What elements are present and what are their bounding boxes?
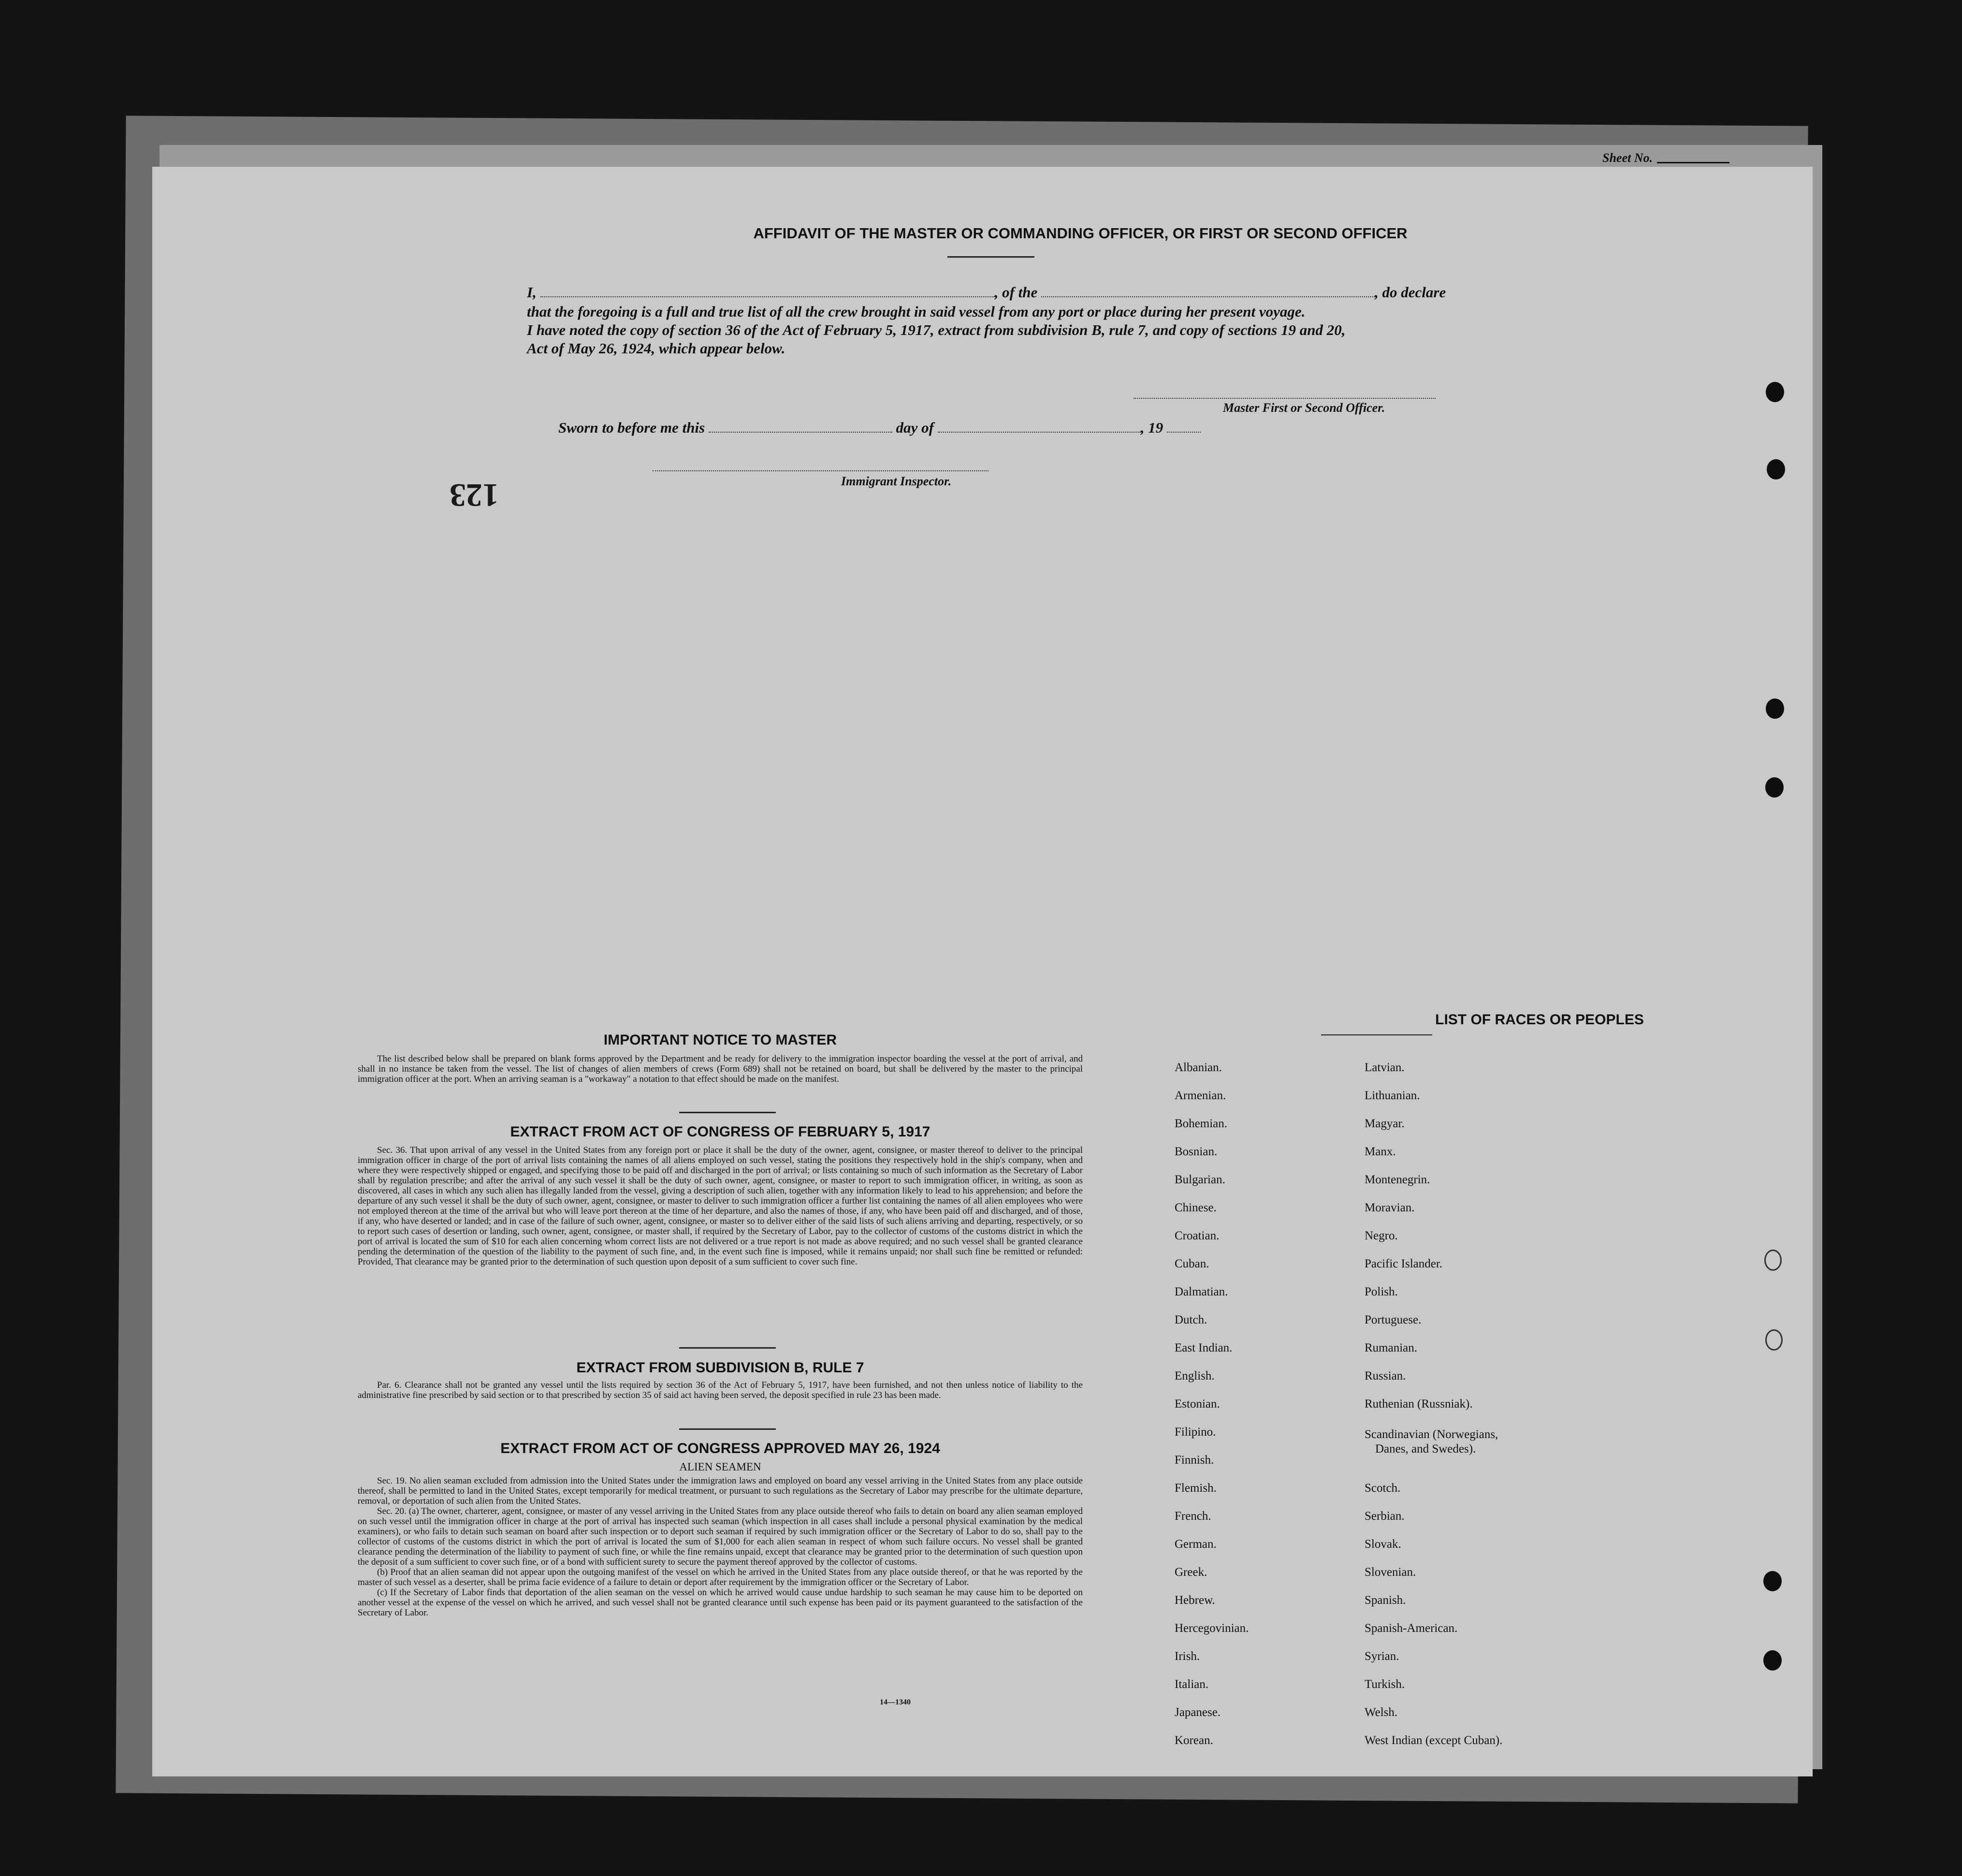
extract-rule7-title: EXTRACT FROM SUBDIVISION B, RULE 7 [576, 1360, 864, 1376]
sec36-paragraph: Sec. 36. That upon arrival of any vessel in the United States from any foreign port or place it shall be the duty of the owner, agent, consignee, or master thereof to deliver to the principal immigration officer in charge of the port of arrival lists containing the names of all aliens employed on such vessel, stating the positions they respectively hold in the ship's company, when and where they were respectively shipped or engaged, and specifying those to be paid off and discharged in the port of arrival; or lists containing so much of such information as the Secretary of Labor shall by regulation prescribe; and after the arrival of any such vessel it shall be the duty of such owner, agent, consignee, or master to report to such immigration officer, in writing, as soon as discovered, all cases in which any such alien has illegally landed from the vessel, giving a description of such alien, together with any information likely to lead to his apprehension; and before the departure of any such vessel it shall be the duty of such owner, agent, consignee, or master to deliver to such immigration officer a further list containing the names of all alien employees who were not employed thereon at the time of the arrival but who will leave port thereon at the time of her departure, and also the names of those, if any, who have been paid off and discharged, and of those, if any, who have deserted or landed; and in case of the failure of such owner, agent, consignee, or master so to deliver either of the said lists of such aliens arriving and departing, respectively, or so to report such cases of desertion or landing, such owner, agent, consignee, or master shall, if required by the Secretary of Labor, pay to the collector of customs of the customs district in which the port of arrival is located the sum of $10 for each alien concerning whom correct lists are not delivered or a true report is not made as above required; and no such vessel shall be granted clearance pending the determination of the question of the liability to the payment of such fine, and, in the event such fine is imposed, while it remains unpaid; nor shall such fine be remitted or refunded: Provided, That clearance may be granted prior to the determination of such question upon deposit of a sum sufficient to cover such fine. [358, 1145, 1083, 1267]
binder-hole [1766, 382, 1784, 402]
sworn-day-blank[interactable] [709, 429, 892, 433]
affidavit-title: AFFIDAVIT OF THE MASTER OR COMMANDING OFFICER, OR FIRST OR SECOND OFFICER [753, 225, 1408, 242]
binder-hole [1764, 1250, 1782, 1271]
race-item: Manx. [1365, 1145, 1396, 1158]
race-item: Portuguese. [1365, 1313, 1422, 1326]
race-item: Serbian. [1365, 1510, 1405, 1523]
race-item: Flemish. [1175, 1482, 1217, 1495]
par6-paragraph: Par. 6. Clearance shall not be granted any vessel until the lists required by section 36 of the Act of February 5, 1917, have been furnished, and not then unless notice of liability to the administrative fine prescribed by said section or to that prescribed by section 35 of said act having been served, the deposit specified in rule 23 has been made. [358, 1380, 1083, 1400]
sworn-year-label: , 19 [1140, 419, 1163, 436]
race-item: Ruthenian (Russniak). [1365, 1397, 1473, 1411]
race-item: Spanish-American. [1365, 1622, 1458, 1635]
race-item: Latvian. [1365, 1061, 1405, 1074]
race-item: Bosnian. [1175, 1145, 1218, 1158]
form-code: 14—1340 [880, 1698, 911, 1706]
inspector-signature-line[interactable] [653, 470, 988, 471]
race-item: Magyar. [1365, 1117, 1405, 1130]
sec20b-paragraph: (b) Proof that an alien seaman did not appear upon the outgoing manifest of the vessel on which he arrived in the United States from any place outside thereof, or that he was reported by the master of such vessel as a deserter, shall be prima facie evidence of a failure to detain or deport after requirement by the immigration officer or the Secretary of Labor. [358, 1567, 1083, 1587]
races-title-divider [1321, 1034, 1432, 1035]
divider-2 [679, 1347, 776, 1349]
line1-suffix: , do declare [1375, 284, 1446, 301]
race-item: Scotch. [1365, 1482, 1401, 1495]
race-item: Scandinavian (Norwegians, [1365, 1428, 1498, 1441]
race-item: Finnish. [1175, 1454, 1214, 1467]
binder-hole [1766, 698, 1784, 719]
binder-hole [1767, 459, 1785, 480]
sworn-month-blank[interactable] [938, 429, 1141, 433]
race-item: Japanese. [1175, 1706, 1221, 1719]
race-item: Negro. [1365, 1229, 1398, 1242]
race-item: Slovak. [1365, 1538, 1401, 1551]
extract-1917-title: EXTRACT FROM ACT OF CONGRESS OF FEBRUARY 5, 1917 [510, 1124, 930, 1140]
notice-paragraph: The list described below shall be prepared on blank forms approved by the Department and be ready for delivery to the immigration inspector boarding the vessel at the port of arrival, and shall in no instance be taken from the vessel. The list of changes of alien members of crews (Form 689) shall not be retained on board, but shall be delivered by the master to the principal immigration officer at the port. When an arriving seaman is a "workaway" a notation to that effect should be made on the manifest. [358, 1054, 1083, 1084]
race-item: Armenian. [1175, 1089, 1226, 1102]
alien-seamen-subtitle: ALIEN SEAMEN [679, 1461, 761, 1473]
affidavit-line-3: I have noted the copy of section 36 of the Act of February 5, 1917, extract from subdivision B, rule 7, and copy of sections 19 and 20, [527, 321, 1346, 338]
race-item: Russian. [1365, 1369, 1406, 1382]
race-item: English. [1175, 1369, 1215, 1382]
race-item: Pacific Islander. [1365, 1257, 1443, 1270]
inspector-label: Immigrant Inspector. [841, 474, 952, 488]
divider-3 [679, 1428, 776, 1430]
sworn-year-blank[interactable] [1167, 429, 1201, 433]
race-item: French. [1175, 1510, 1211, 1523]
race-item: Filipino. [1175, 1425, 1216, 1439]
race-item: Irish. [1175, 1650, 1200, 1663]
sheet-number-label: Sheet No. [1602, 151, 1653, 165]
race-item: Syrian. [1365, 1650, 1399, 1663]
race-item: Montenegrin. [1365, 1173, 1430, 1186]
title-divider [947, 256, 1034, 258]
sworn-day-label: day of [896, 419, 934, 436]
notice-text [358, 1054, 1083, 1084]
race-item: Rumanian. [1365, 1341, 1418, 1354]
binder-hole [1763, 1650, 1782, 1671]
race-item: Spanish. [1365, 1594, 1406, 1607]
race-item: Dutch. [1175, 1313, 1207, 1326]
race-item: German. [1175, 1538, 1217, 1551]
race-item: Turkish. [1365, 1678, 1405, 1691]
sec19-paragraph: Sec. 19. No alien seaman excluded from admission into the United States under the immigration laws and employed on board any vessel arriving in the United States from any place outside thereof, shall be permitted to land in the United States, except temporarily for medical treatment, or pursuant to such regulations as the Secretary of Labor may prescribe for the ultimate departure, removal, or deportation of such alien from the United States. [358, 1476, 1083, 1506]
race-item: East Indian. [1175, 1341, 1233, 1354]
binder-hole [1763, 1571, 1782, 1591]
extract-1917-text [358, 1145, 1083, 1267]
sheet-number-line [1657, 162, 1729, 163]
line1-mid: , of the [994, 284, 1038, 301]
name-blank[interactable] [540, 293, 995, 297]
race-item: Chinese. [1175, 1201, 1217, 1214]
race-item: Lithuanian. [1365, 1089, 1420, 1102]
race-item: Bulgarian. [1175, 1173, 1225, 1186]
race-item: Korean. [1175, 1734, 1213, 1747]
race-item: West Indian (except Cuban). [1365, 1734, 1503, 1747]
affidavit-line-1 [527, 283, 1446, 302]
extract-rule7-text [358, 1380, 1083, 1400]
line1-prefix: I, [527, 284, 537, 301]
sworn-prefix: Sworn to before me this [558, 419, 705, 436]
race-item: Dalmatian. [1175, 1285, 1228, 1298]
affidavit-line-2: that the foregoing is a full and true list of all the crew brought in said vessel from any port or place during her present voyage. [527, 303, 1306, 320]
race-item: Hebrew. [1175, 1594, 1215, 1607]
binder-hole [1765, 777, 1784, 798]
race-item: Polish. [1365, 1285, 1398, 1298]
race-item: Estonian. [1175, 1397, 1220, 1411]
signature-label: Master First or Second Officer. [1223, 401, 1385, 415]
divider-1 [679, 1112, 776, 1113]
signature-line[interactable] [1134, 398, 1436, 399]
race-item: Welsh. [1365, 1706, 1398, 1719]
sworn-line [558, 418, 1201, 437]
affidavit-line-4: Act of May 26, 1924, which appear below. [527, 340, 785, 357]
vessel-blank[interactable] [1041, 293, 1375, 297]
race-item: Moravian. [1365, 1201, 1415, 1214]
race-item: Bohemian. [1175, 1117, 1228, 1130]
sec20c-paragraph: (c) If the Secretary of Labor finds that deportation of the alien seaman on the vessel on which he arrived would cause undue hardship to such seaman he may cause him to be deported on another vessel at the expense of the vessel on which he arrived, and such vessel shall not be granted clearance until such expense has been paid or its payment guaranteed to the satisfaction of the Secretary of Labor. [358, 1587, 1083, 1618]
races-list-title: LIST OF RACES OR PEOPLES [1435, 1012, 1644, 1028]
race-item: Albanian. [1175, 1061, 1222, 1074]
extract-1924-text [358, 1476, 1083, 1618]
race-item: Italian. [1175, 1678, 1209, 1691]
sec20a-paragraph: Sec. 20. (a) The owner, charterer, agent, consignee, or master of any vessel arriving in the United States from any place outside thereof who fails to detain on board any alien seaman employed on such vessel until the immigration officer in charge at the port of arrival has inspected such seaman (which inspection in all cases shall include a personal physical examination by the medical examiners), or who fails to detain such seaman on board after such inspection or to deport such seaman if required by such immigration officer or the Secretary of Labor to do so, shall pay to the collector of customs of the customs district in which the port of arrival is located the sum of $1,000 for each alien seaman in respect of whom such failure occurs. No vessel shall be granted clearance pending the determination of the liability to payment of such fine, or while the fine remains unpaid, except that clearance may be granted prior to the determination of such question upon the deposit of a sum sufficient to cover such fine, or of a bond with sufficient surety to secure the payment thereof approved by the collector of customs. [358, 1506, 1083, 1567]
notice-title: IMPORTANT NOTICE TO MASTER [603, 1032, 837, 1048]
race-item: Greek. [1175, 1566, 1207, 1579]
race-item: Slovenian. [1365, 1566, 1416, 1579]
race-item: Cuban. [1175, 1257, 1209, 1270]
race-item: Danes, and Swedes). [1375, 1442, 1476, 1455]
race-item: Hercegovinian. [1175, 1622, 1249, 1635]
extract-1924-title: EXTRACT FROM ACT OF CONGRESS APPROVED MAY 26, 1924 [500, 1440, 940, 1456]
affidavit-page [152, 167, 1813, 1776]
binder-hole [1765, 1329, 1783, 1351]
stamped-number: 123 [450, 477, 499, 514]
race-item: Croatian. [1175, 1229, 1220, 1242]
